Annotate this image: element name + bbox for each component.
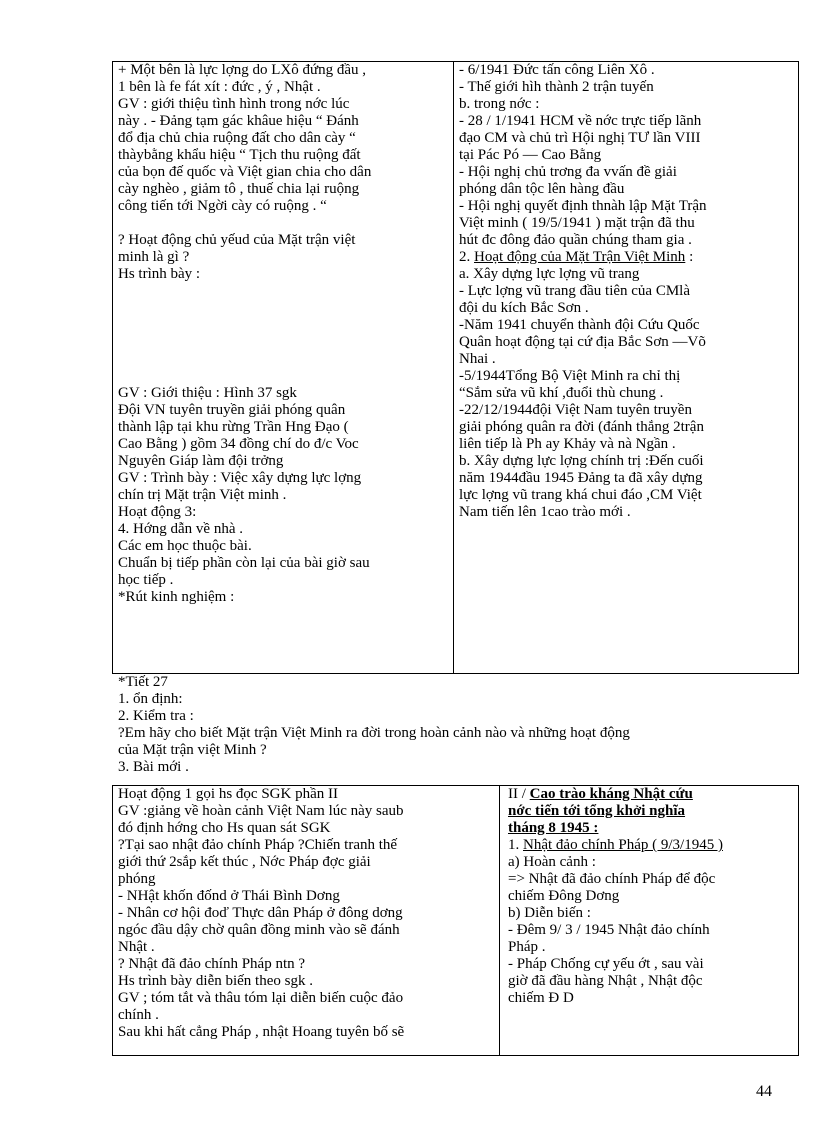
text-line: này . - Đảng tạm gác khâue hiệu “ Đánh (118, 113, 359, 129)
section-title-line: nớc tiến tới tổng khởi nghĩa (508, 803, 686, 819)
text-line: tại Pác Pó — Cao Bằng (459, 147, 602, 163)
text-line: ngóc đầu dậy chờ quân đồng minh vào sẽ đánh (118, 922, 400, 938)
text-line: Các em học thuộc bài. (118, 538, 252, 554)
text-line: chín trị Mặt trận Việt minh . (118, 487, 287, 503)
lesson-table-2 (112, 785, 799, 1056)
text-line: - NHật khốn đốnd ở Thái Bình Dơng (118, 888, 340, 904)
text-line: Việt minh ( 19/5/1941 ) mặt trận đã thu (459, 215, 695, 231)
text-line: - Hội nghị chủ trơng đa vvấn đề giải (459, 164, 677, 180)
text-line: minh là gì ? (118, 249, 190, 265)
text-line: 1. ổn định: (118, 691, 183, 707)
text-line: - Lực lợng vũ trang đầu tiên của CMlà (459, 283, 690, 299)
teacher-activities-cell (113, 62, 454, 674)
text-line: - 6/1941 Đức tấn công Liên Xô . (459, 62, 655, 78)
text-line: đổ địa chủ chia ruộng đất cho dân cày “ (118, 130, 356, 146)
teacher-activities-cell (113, 786, 500, 1056)
text-line: a. Xây dựng lực lợng vũ trang (459, 266, 640, 282)
blank-space (118, 283, 448, 385)
text-line: Hs trình bày : (118, 266, 201, 282)
text-line: Hoạt động 3: (118, 504, 197, 520)
text-line: a) Hoàn cảnh : (508, 854, 596, 870)
text-line: Chuẩn bị tiếp phần còn lại của bài giờ sau (118, 555, 370, 571)
text-line: hút đc đông đảo quần chúng tham gia . (459, 232, 692, 248)
text-line: ? Hoạt động chủ yếud của Mặt trận việt (118, 232, 356, 248)
lesson-table-1 (112, 61, 799, 674)
text-line: 1 bên là fe fát xít : đức , ý , Nhật . (118, 79, 321, 95)
text-line: chiếm Đông Dơng (508, 888, 620, 904)
text-line: GV ; tóm tắt và thâu tóm lại diễn biến cuộc đảo (118, 990, 404, 1006)
section-heading: 2. Hoạt động của Mặt Trận Việt Minh : (459, 249, 694, 265)
text-line: - 28 / 1/1941 HCM về nớc trực tiếp lãnh (459, 113, 702, 129)
text-line: b. Xây dựng lực lợng chính trị :Đến cuối (459, 453, 704, 469)
section-title: II / Cao trào kháng Nhật cứu (508, 786, 693, 802)
text-line: năm 1944đầu 1945 Đảng ta đã xây dựng (459, 470, 703, 486)
text-line: + Một bên là lực lợng do LXô đứng đầu , (118, 62, 367, 78)
text-line: b) Diễn biến : (508, 905, 591, 921)
lesson-content-cell (500, 786, 799, 1056)
text-line: học tiếp . (118, 572, 174, 588)
text-line: -Năm 1941 chuyển thành đội Cứu Quốc (459, 317, 700, 333)
text-line: công tiến tới Ngời cày có ruộng . “ (118, 198, 327, 214)
text-line: - Thế giới hìh thành 2 trận tuyến (459, 79, 654, 95)
text-line: chính . (118, 1007, 159, 1023)
text-line: -22/12/1944đội Việt Nam tuyên truyền (459, 402, 692, 418)
text-line: lực lợng vũ trang khá chui đáo ,CM Việt (459, 487, 702, 503)
text-line: Nam tiến lên 1cao trào mới . (459, 504, 631, 520)
text-line: ? Nhật đã đảo chính Pháp ntn ? (118, 956, 306, 972)
text-line: 2. Kiểm tra : (118, 708, 194, 724)
text-line: thàybằng khẩu hiệu “ Tịch thu ruộng đất (118, 147, 361, 163)
text-line: của Mặt trận việt Minh ? (118, 742, 267, 758)
text-line: Đội VN tuyên truyền giải phóng quân (118, 402, 346, 418)
lesson-content-cell (454, 62, 799, 674)
text-line: Sau khi hất cẳng Pháp , nhật Hoang tuyên bố sẽ (118, 1024, 405, 1040)
text-line: đội du kích Bắc Sơn . (459, 300, 589, 316)
text-line: 4. Hớng dẫn về nhà . (118, 521, 243, 537)
text-line: phóng dân tộc lên hàng đầu (459, 181, 625, 197)
lesson-intro (118, 674, 798, 776)
text-line: liên tiếp là Ph ay Khảy và nà Ngần . (459, 436, 676, 452)
text-line: cày nghèo , giảm tô , thuế chia lại ruộng (118, 181, 360, 197)
text-line: - Nhân cơ hội đoď Thực dân Pháp ở đông dơng (118, 905, 403, 921)
subsection-heading: 1. Nhật đảo chính Pháp ( 9/3/1945 ) (508, 837, 723, 853)
text-line: chiếm Đ D (508, 990, 574, 1006)
text-line: -5/1944Tổng Bộ Việt Minh ra chỉ thị (459, 368, 681, 384)
text-line: Pháp . (508, 939, 546, 955)
text-line: *Rút kinh nghiệm : (118, 589, 235, 605)
text-line: của bọn đế quốc và Việt gian chia cho dân (118, 164, 372, 180)
text-line: GV : Trình bày : Việc xây dựng lực lợng (118, 470, 362, 486)
text-line: GV : Giới thiệu : Hình 37 sgk (118, 385, 297, 401)
text-line: ?Tại sao nhật đảo chính Pháp ?Chiến tranh thế (118, 837, 398, 853)
text-line: Hs trình bày diễn biến theo sgk . (118, 973, 313, 989)
text-line: Nguyên Giáp làm đội trởng (118, 453, 284, 469)
text-line: giải phóng quân ra đời (đánh thắng 2trận (459, 419, 704, 435)
text-line: - Đêm 9/ 3 / 1945 Nhật đảo chính (508, 922, 710, 938)
text-line: Nhai . (459, 351, 496, 367)
text-line: Nhật . (118, 939, 155, 955)
text-line: Quân hoạt động tại cứ địa Bắc Sơn —Võ (459, 334, 706, 350)
text-line: giờ đã đầu hàng Nhật , Nhật độc (508, 973, 703, 989)
text-line: GV :giảng về hoàn cảnh Việt Nam lúc này saub (118, 803, 404, 819)
page-number: 44 (756, 1083, 772, 1100)
text-line: phóng (118, 871, 156, 887)
text-line: - Pháp Chống cự yếu ớt , sau vài (508, 956, 704, 972)
text-line: Cao Bằng ) gồm 34 đồng chí do đ/c Voc (118, 436, 359, 452)
text-line: giới thứ 2sắp kết thúc , Nớc Pháp đợc giải (118, 854, 371, 870)
section-title-line: tháng 8 1945 : (508, 820, 599, 836)
text-line: đó định hớng cho Hs quan sát SGK (118, 820, 331, 836)
text-line: 3. Bài mới . (118, 759, 189, 775)
text-line: đạo CM và chủ trì Hội nghị TƯ lần VIII (459, 130, 701, 146)
blank-line (118, 215, 448, 232)
text-line: ?Em hãy cho biết Mặt trận Việt Minh ra đời trong hoàn cảnh nào và những hoạt động (118, 725, 630, 741)
text-line: b. trong nớc : (459, 96, 540, 112)
text-line: - Hội nghị quyết định thnàh lập Mặt Trận (459, 198, 707, 214)
text-line: GV : giới thiệu tình hình trong nớc lúc (118, 96, 350, 112)
text-line: “Sắm sửa vũ khí ,đuổi thù chung . (459, 385, 664, 401)
text-line: Hoạt động 1 gọi hs đọc SGK phần II (118, 786, 338, 802)
text-line: thành lập tại khu rừng Trần Hng Đạo ( (118, 419, 349, 435)
text-line: => Nhật đã đảo chính Pháp để độc (508, 871, 716, 887)
period-label: *Tiết 27 (118, 674, 168, 690)
